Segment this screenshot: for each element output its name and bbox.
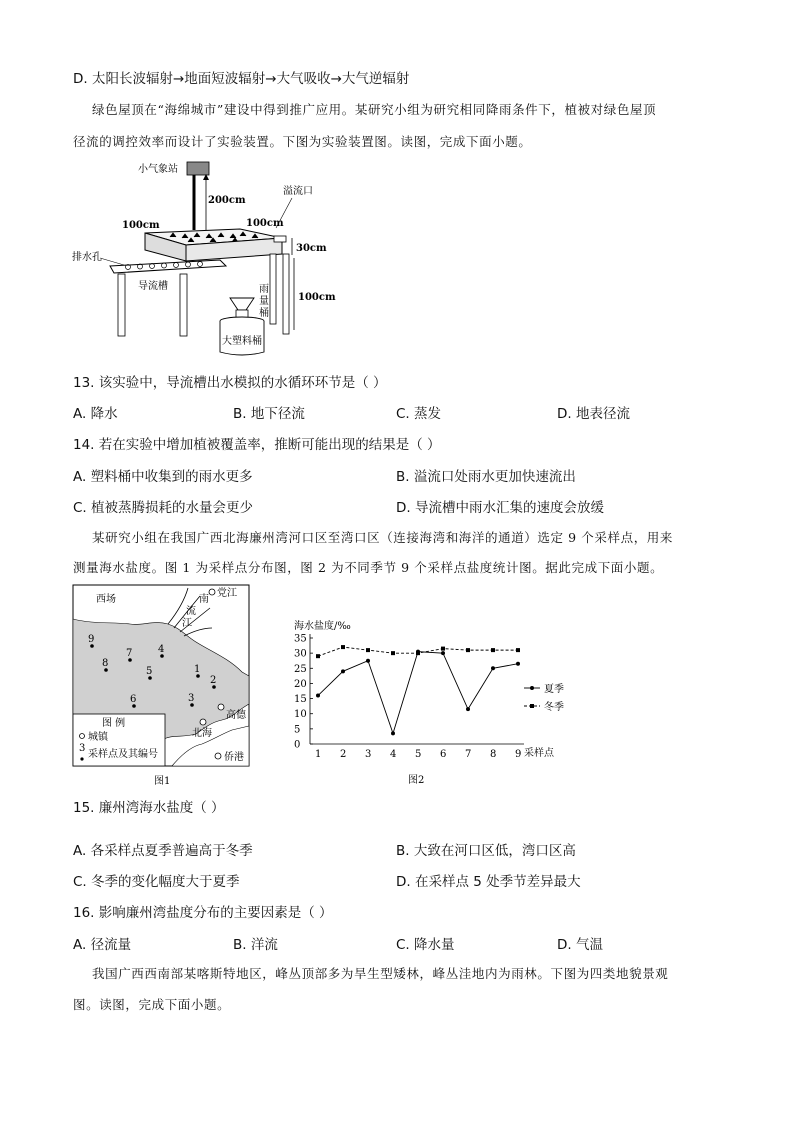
point-冬季-8 <box>491 648 495 652</box>
legend-marker-冬季 <box>530 704 534 708</box>
x-tick-label: 7 <box>465 749 472 760</box>
town-icon <box>80 734 85 739</box>
sample-point-label-9: 9 <box>88 634 95 645</box>
q13-option-a[interactable]: A. 降水 <box>73 406 118 422</box>
q15-stem: 15. 廉州湾海水盐度（ ） <box>73 800 225 816</box>
q16-stem: 16. 影响廉州湾盐度分布的主要因素是（ ） <box>73 905 333 921</box>
town-icon <box>209 589 215 595</box>
y-tick-label: 25 <box>294 663 307 675</box>
sample-point-label-6: 6 <box>130 694 137 705</box>
w100-left: 100cm <box>122 220 160 231</box>
drain-label: 排水孔 <box>72 252 102 263</box>
map-xichang: 西场 <box>96 594 116 605</box>
point-冬季-2 <box>341 645 345 649</box>
sample-point-label-3: 3 <box>188 693 195 704</box>
q16-option-a[interactable]: A. 径流量 <box>73 937 132 953</box>
station-label: 小气象站 <box>138 164 178 175</box>
sampling-map <box>72 584 252 786</box>
intro3-line2: 图。读图，完成下面小题。 <box>73 997 231 1012</box>
y-tick-label: 5 <box>294 724 301 736</box>
map-liu: 流 <box>186 606 196 617</box>
y-tick-label: 30 <box>294 648 307 660</box>
sample-point-icon <box>80 757 83 760</box>
point-冬季-4 <box>391 651 395 655</box>
sample-point-label-7: 7 <box>126 648 133 659</box>
point-夏季-9 <box>516 662 520 666</box>
point-夏季-7 <box>466 707 470 711</box>
gauge-label-1: 雨 <box>259 284 269 295</box>
y-tick-label: 15 <box>294 694 307 706</box>
x-tick-label: 3 <box>365 749 372 760</box>
h100-label: 100cm <box>298 292 336 303</box>
q15-option-b[interactable]: B. 大致在河口区低，湾口区高 <box>396 843 576 859</box>
q13-option-d[interactable]: D. 地表径流 <box>557 406 630 422</box>
y-tick-label: 0 <box>294 739 301 751</box>
h30-label: 30cm <box>296 243 327 254</box>
town-icon <box>218 704 224 710</box>
chart-caption: 图2 <box>408 775 425 786</box>
point-冬季-1 <box>316 654 320 658</box>
legend-title: 图 例 <box>102 718 126 729</box>
map-dangjiang: 党江 <box>217 588 237 599</box>
q15-option-a[interactable]: A. 各采样点夏季普遍高于冬季 <box>73 843 253 859</box>
x-tick-label: 2 <box>340 749 347 760</box>
point-夏季-8 <box>491 666 495 670</box>
h200-label: 200cm <box>208 195 246 206</box>
sample-point-label-8: 8 <box>102 658 109 669</box>
q16-option-b[interactable]: B. 洋流 <box>233 937 278 953</box>
y-tick-label: 10 <box>294 709 307 721</box>
intro2-line2: 测量海水盐度。图 1 为采样点分布图，图 2 为不同季节 9 个采样点盐度统计图。据此完成下面小题。 <box>73 560 664 575</box>
q14-option-d[interactable]: D. 导流槽中雨水汇集的速度会放缓 <box>396 500 604 516</box>
map-beihai: 北海 <box>192 728 212 739</box>
sample-point-label-4: 4 <box>158 644 165 655</box>
map-qiaogang: 侨港 <box>224 752 244 763</box>
series-line-夏季 <box>318 652 518 734</box>
point-夏季-4 <box>391 731 395 735</box>
q13-option-c[interactable]: C. 蒸发 <box>396 406 442 422</box>
point-夏季-6 <box>441 651 445 655</box>
x-tick-label: 1 <box>315 749 322 760</box>
point-夏季-2 <box>341 669 345 673</box>
point-冬季-9 <box>516 648 520 652</box>
x-tick-label: 4 <box>390 749 397 760</box>
town-icon <box>200 719 206 725</box>
intro3-line1: 我国广西西南部某喀斯特地区，峰丛顶部多为旱生型矮林，峰丛洼地内为雨林。下图为四类地貌景观 <box>92 966 669 981</box>
q14-stem: 14. 若在实验中增加植被覆盖率，推断可能出现的结果是（ ） <box>73 437 441 453</box>
legend-town: 城镇 <box>88 732 108 743</box>
q15-option-c[interactable]: C. 冬季的变化幅度大于夏季 <box>73 874 240 890</box>
legend-sample-num: 3 <box>79 743 86 754</box>
x-tick-label: 9 <box>515 749 522 760</box>
q14-option-b[interactable]: B. 溢流口处雨水更加快速流出 <box>396 469 576 485</box>
bucket-label: 大塑料桶 <box>222 336 262 347</box>
x-tick-label: 5 <box>415 749 422 760</box>
q15-option-d[interactable]: D. 在采样点 5 处季节差异最大 <box>396 874 581 890</box>
intro1-line2: 径流的调控效率而设计了实验装置。下图为实验装置图。读图，完成下面小题。 <box>73 134 532 149</box>
y-tick-label: 35 <box>294 633 307 645</box>
legend-label-夏季: 夏季 <box>544 684 564 695</box>
legend-sample: 采样点及其编号 <box>88 749 158 760</box>
salinity-chart <box>284 616 584 786</box>
overflow-label: 溢流口 <box>283 186 313 197</box>
town-icon <box>215 753 221 759</box>
map-nan: 南 <box>199 594 209 605</box>
map-gaode: 高德 <box>226 710 246 721</box>
intro1-line1: 绿色屋顶在“海绵城市”建设中得到推广应用。某研究小组为研究相同降雨条件下，植被对绿色屋顶 <box>92 102 657 117</box>
intro2-line1: 某研究小组在我国广西北海廉州湾河口区至湾口区（连接海湾和海洋的通道）选定 9 个采样点，用来 <box>92 530 674 545</box>
sample-point-label-2: 2 <box>210 675 217 686</box>
x-tick-label: 8 <box>490 749 497 760</box>
q14-option-c[interactable]: C. 植被蒸腾损耗的水量会更少 <box>73 500 254 516</box>
gauge-label-3: 桶 <box>259 308 269 319</box>
y-tick-label: 20 <box>294 678 307 690</box>
map-caption: 图1 <box>154 776 171 786</box>
point-冬季-3 <box>366 648 370 652</box>
q14-option-a[interactable]: A. 塑料桶中收集到的雨水更多 <box>73 469 253 485</box>
chart-xlabel: 采样点 <box>524 748 554 759</box>
q16-option-c[interactable]: C. 降水量 <box>396 937 455 953</box>
point-冬季-7 <box>466 648 470 652</box>
sample-point-label-5: 5 <box>146 666 153 677</box>
apparatus-figure <box>70 158 340 360</box>
q13-option-b[interactable]: B. 地下径流 <box>233 406 305 422</box>
chart-ylabel: 海水盐度/‰ <box>294 621 351 632</box>
w100-right: 100cm <box>246 218 284 229</box>
point-冬季-6 <box>441 647 445 651</box>
legend-label-冬季: 冬季 <box>544 702 564 713</box>
weather-station-box <box>187 162 209 175</box>
q12-option-d: D. 太阳长波辐射→地面短波辐射→大气吸收→大气逆辐射 <box>73 71 410 87</box>
gauge-label-2: 量 <box>259 296 269 307</box>
point-冬季-5 <box>416 651 420 655</box>
point-夏季-1 <box>316 694 320 698</box>
point-夏季-3 <box>366 659 370 663</box>
trough-label: 导流槽 <box>138 281 168 292</box>
sample-point-label-1: 1 <box>194 664 201 675</box>
q16-option-d[interactable]: D. 气温 <box>557 937 603 953</box>
legend-marker-夏季 <box>530 686 534 690</box>
q13-stem: 13. 该实验中，导流槽出水模拟的水循环环节是（ ） <box>73 375 387 391</box>
map-jiang: 江 <box>182 618 192 629</box>
x-tick-label: 6 <box>440 749 447 760</box>
